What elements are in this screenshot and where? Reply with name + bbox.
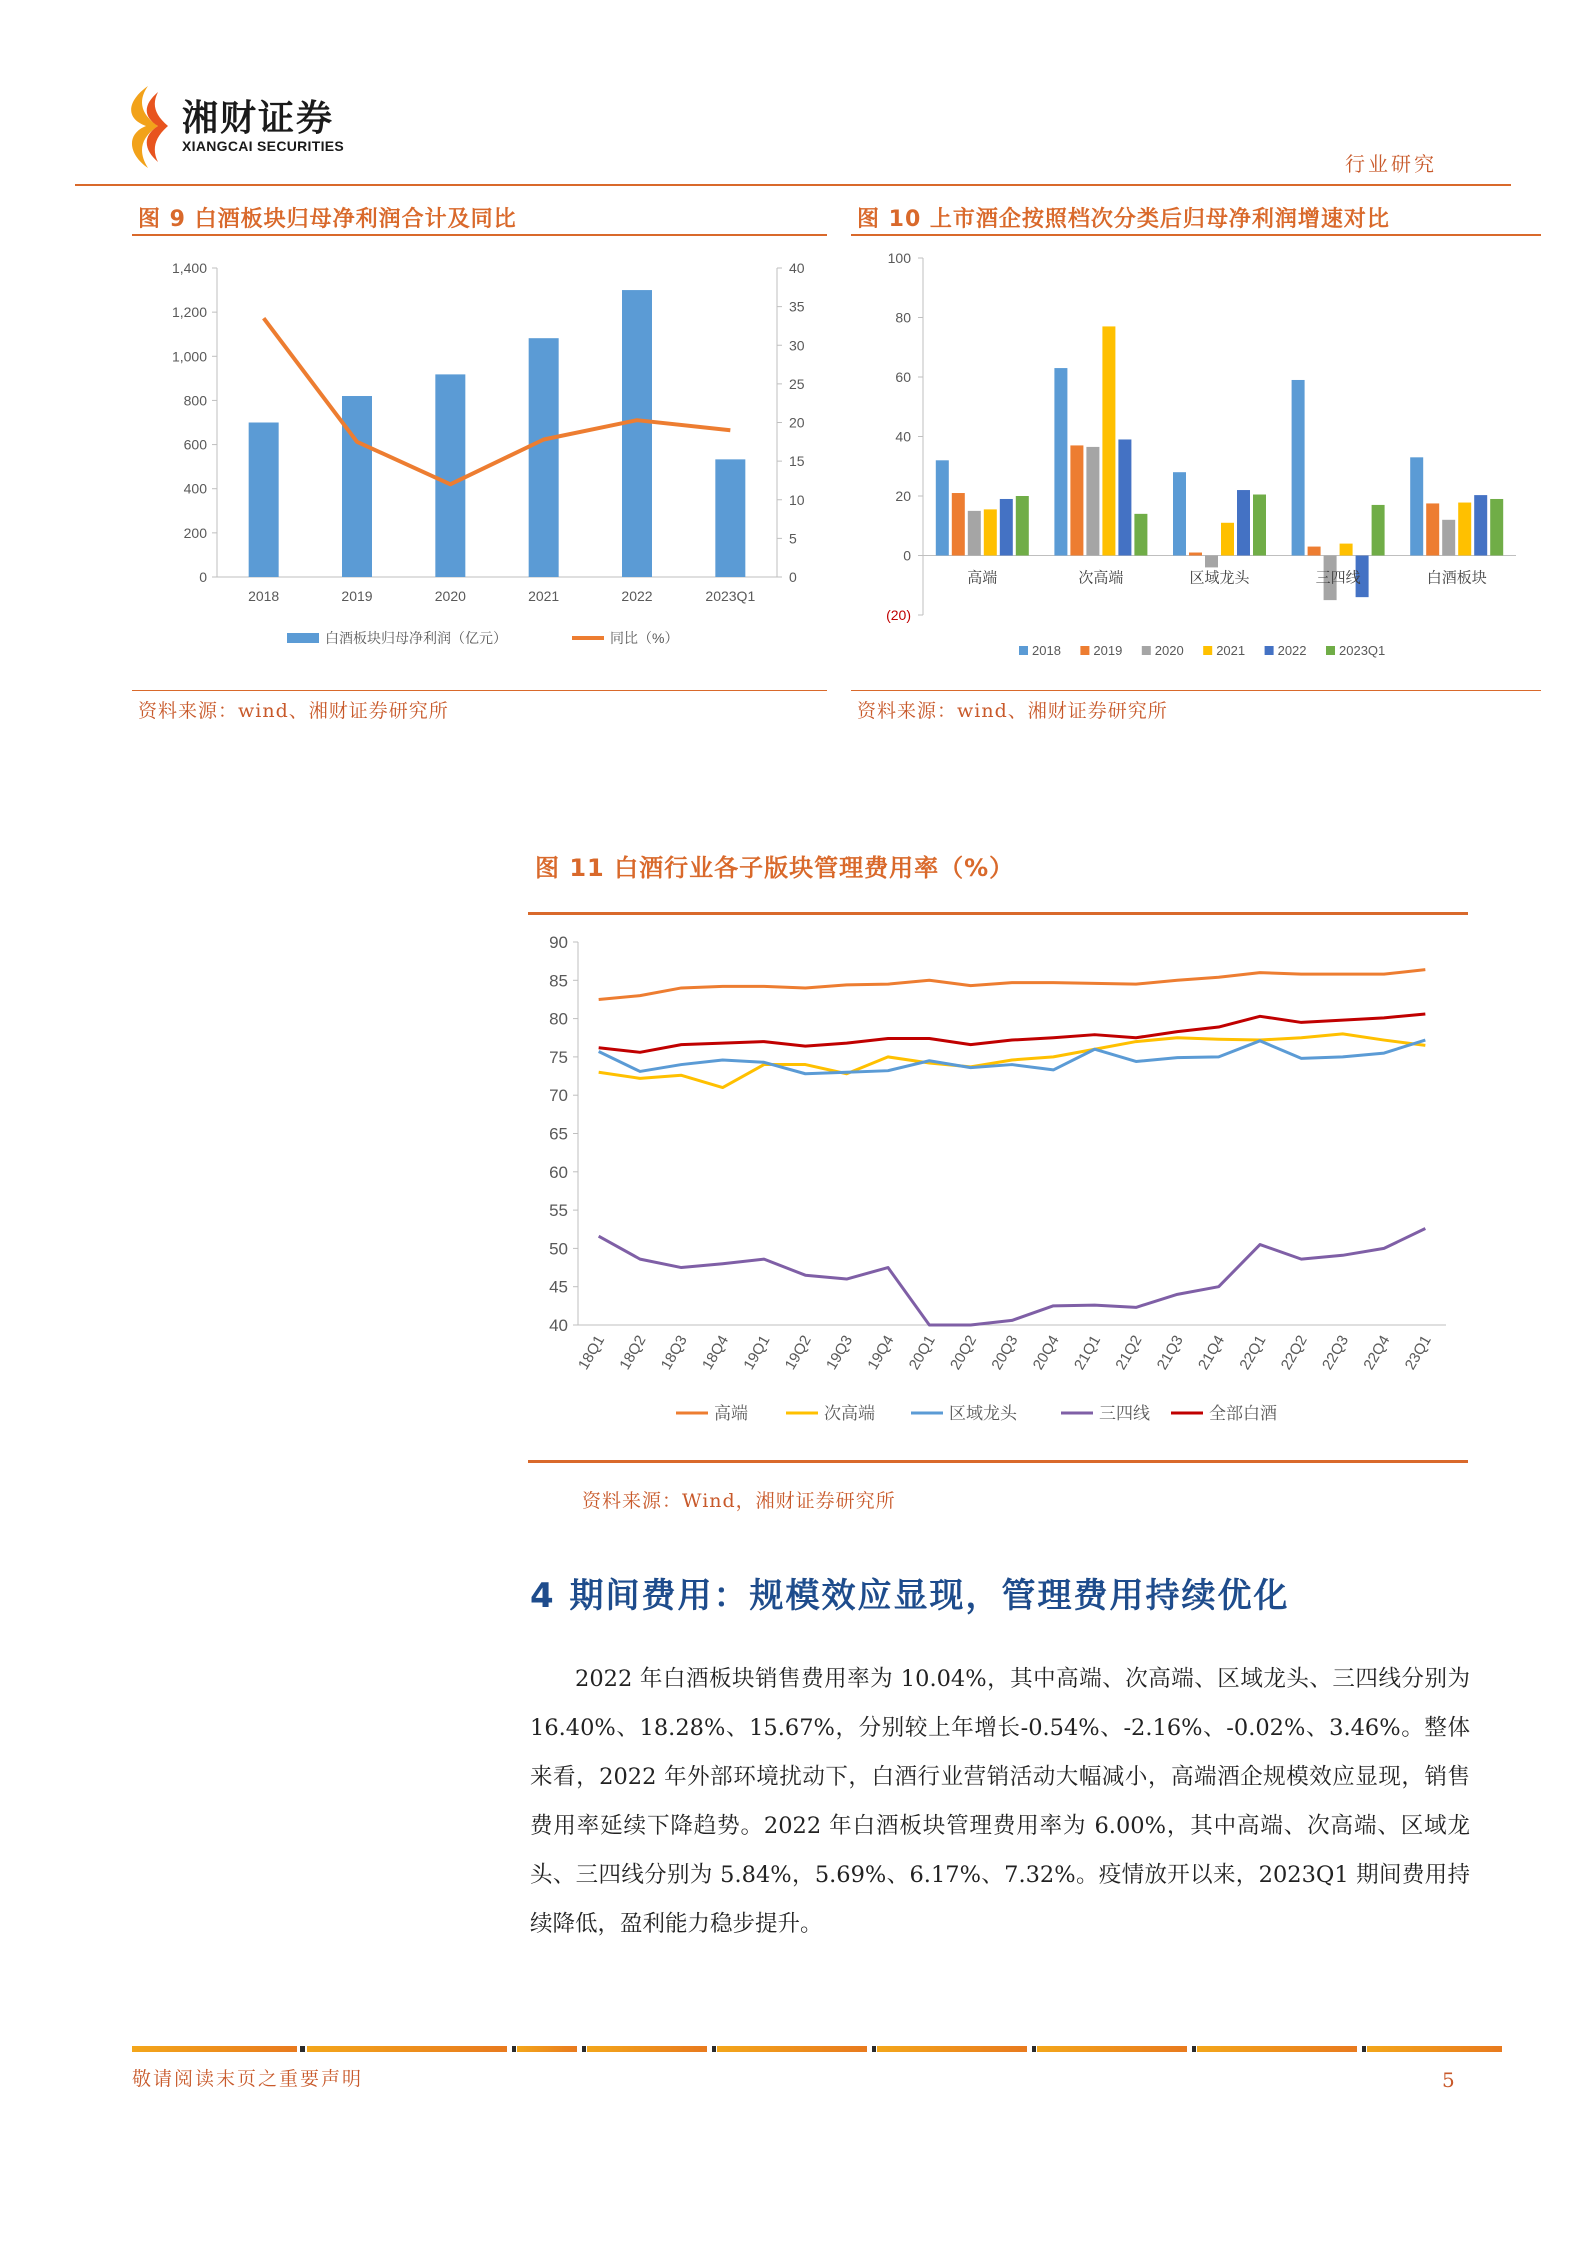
fig9-legend-bar-label: 白酒板块归母净利润（亿元） — [325, 630, 507, 646]
fig10-bar — [1426, 503, 1439, 555]
fig10-legend-label: 2019 — [1093, 643, 1123, 658]
fig10-bar — [1000, 499, 1013, 556]
fig10-legend-swatch — [1326, 646, 1335, 655]
footer-dash-segment — [1367, 2046, 1502, 2052]
fig10-y-tick-label: 0 — [903, 547, 911, 564]
fig9-bar — [529, 338, 559, 577]
fig11-series-line — [599, 970, 1426, 1000]
fig11-y-tick-label: 90 — [549, 933, 568, 952]
fig10-bar — [1458, 503, 1471, 556]
fig10-legend-swatch — [1142, 646, 1151, 655]
fig10-legend-swatch — [1265, 646, 1274, 655]
fig11-category-label: 19Q1 — [740, 1332, 774, 1373]
header-divider — [75, 184, 1511, 186]
footer-dash-mark — [1192, 2046, 1196, 2052]
fig9-left-tick-label: 1,400 — [171, 260, 207, 276]
figure9-bottom-rule — [132, 690, 827, 691]
fig9-left-tick-label: 1,000 — [171, 348, 207, 365]
footer-dash-segment — [877, 2046, 1027, 2052]
logo — [118, 82, 478, 172]
fig9-right-tick-label: 30 — [789, 337, 805, 354]
fig11-category-label: 18Q2 — [616, 1332, 650, 1373]
figure11-title: 图 11 白酒行业各子版块管理费用率（%） — [535, 854, 1015, 882]
fig10-bar — [1372, 505, 1385, 556]
footer-dash-mark — [872, 2046, 876, 2052]
fig9-right-tick-label: 20 — [789, 414, 805, 431]
fig10-category-label: 次高端 — [1078, 569, 1124, 587]
fig11-category-label: 23Q1 — [1401, 1332, 1435, 1373]
footer-dash-segment — [587, 2046, 707, 2052]
footer-dash-segment — [517, 2046, 577, 2052]
fig10-legend-label: 2020 — [1154, 643, 1184, 658]
figure11-svg — [528, 920, 1468, 1450]
fig11-legend-label: 三四线 — [1099, 1404, 1150, 1423]
fig10-bar — [952, 493, 965, 555]
fig11-series-line — [599, 1040, 1426, 1074]
fig10-bar — [1474, 495, 1487, 555]
fig10-bar — [1237, 490, 1250, 555]
fig11-y-tick-label: 70 — [549, 1086, 568, 1106]
fig11-y-tick-label: 45 — [549, 1277, 568, 1297]
fig11-legend-label: 全部白酒 — [1209, 1404, 1277, 1423]
fig10-bar — [1173, 472, 1186, 555]
footer-dash-segment — [307, 2046, 507, 2052]
fig11-legend-label: 区域龙头 — [949, 1404, 1017, 1423]
fig10-y-tick-label: 100 — [887, 250, 911, 266]
fig11-category-label: 21Q2 — [1112, 1332, 1146, 1373]
fig10-bar — [984, 509, 997, 555]
fig9-left-tick-label: 0 — [199, 569, 207, 585]
fig10-legend-label: 2021 — [1216, 643, 1246, 658]
footer-dash-mark — [300, 2046, 305, 2052]
fig11-category-label: 22Q2 — [1277, 1332, 1311, 1373]
paragraph-text: 2022 年白酒板块销售费用率为 10.04%，其中高端、次高端、区域龙头、三四线分别为 16.40%、18.28%、15.67%，分别较上年增长-0.54%、-2.16%、-0.02%、3.46%。整体来看，2022 年外部环境扰动下，白酒行业营销活动大幅减小，高端酒企规模效应显现，销售费用率延续下降趋势。2022 年白酒板块管理费用率为 6.00%，其中高端、次高端、区域龙头、三四线分别为 5.84%，5.69%、6.17%、7.32%。疫情放开以来，2023Q1 期间费用持续降低，盈利能力稳步提升。 — [530, 1666, 1470, 1937]
fig11-category-label: 20Q3 — [988, 1332, 1022, 1373]
fig11-category-label: 18Q1 — [575, 1332, 609, 1373]
fig10-bar — [1102, 326, 1115, 555]
fig9-bar — [622, 290, 652, 577]
fig10-bar — [1118, 439, 1131, 555]
fig10-bar — [968, 511, 981, 556]
fig10-y-tick-label: 60 — [895, 369, 911, 385]
fig10-bar — [1410, 457, 1423, 555]
fig9-growth-line — [264, 318, 731, 484]
fig9-left-tick-label: 800 — [183, 392, 207, 409]
figure9-title: 图 9 白酒板块归母净利润合计及同比 — [138, 207, 517, 232]
footer-dash-mark — [712, 2046, 716, 2052]
fig10-y-tick-label: 20 — [895, 488, 911, 504]
footer-dash-segment — [132, 2046, 297, 2052]
fig10-bar — [1292, 380, 1305, 556]
figure10-source: 资料来源：wind、湘财证券研究所 — [857, 700, 1168, 722]
fig11-category-label: 22Q4 — [1360, 1332, 1394, 1373]
fig10-category-label: 区域龙头 — [1189, 569, 1250, 587]
fig9-right-tick-label: 35 — [789, 298, 805, 315]
fig9-left-tick-label: 400 — [183, 480, 207, 497]
figure9-chart — [132, 240, 827, 685]
fig10-bar — [936, 460, 949, 555]
figure11-title-rule — [528, 912, 1468, 915]
fig11-category-label: 21Q3 — [1153, 1332, 1187, 1373]
fig10-category-label: 三四线 — [1315, 569, 1361, 587]
fig10-bar — [1442, 520, 1455, 556]
fig11-category-label: 21Q4 — [1195, 1332, 1229, 1373]
fig11-category-label: 18Q4 — [699, 1332, 733, 1373]
fig9-left-tick-label: 1,200 — [171, 304, 207, 321]
fig9-left-tick-label: 600 — [183, 436, 207, 453]
fig9-bar — [342, 396, 372, 577]
fig10-y-tick-label: (20) — [886, 607, 911, 623]
fig11-category-label: 22Q3 — [1319, 1332, 1353, 1373]
figure10-title: 图 10 上市酒企按照档次分类后归母净利润增速对比 — [857, 207, 1390, 232]
fig10-bar — [1054, 368, 1067, 555]
fig10-legend-swatch — [1019, 646, 1028, 655]
fig9-bar — [715, 459, 745, 577]
fig11-legend-label: 高端 — [714, 1404, 748, 1423]
figure10-bottom-rule — [851, 690, 1541, 691]
fig9-category-label: 2020 — [434, 588, 466, 604]
fig11-y-tick-label: 80 — [549, 1009, 568, 1029]
fig10-bar — [1221, 523, 1234, 556]
figure10-chart — [851, 240, 1541, 685]
fig11-category-label: 19Q4 — [864, 1332, 898, 1373]
fig9-right-tick-label: 10 — [789, 491, 805, 508]
fig11-category-label: 22Q1 — [1236, 1332, 1270, 1373]
fig10-bar — [1340, 544, 1353, 556]
footer-dash-segment — [1037, 2046, 1187, 2052]
footer-dash-mark — [512, 2046, 516, 2052]
logo-text-cn: 湘财证券 — [182, 98, 335, 139]
figure10-title-rule — [851, 234, 1541, 236]
fig10-bar — [1016, 496, 1029, 556]
footer-dashed-rule — [132, 2046, 1502, 2054]
figure11-bottom-rule — [528, 1460, 1468, 1463]
fig9-legend-bar-swatch — [287, 633, 319, 643]
fig11-category-label: 20Q1 — [905, 1332, 939, 1373]
fig9-legend-line-label: 同比（%） — [610, 630, 679, 646]
fig9-right-tick-label: 0 — [789, 569, 797, 585]
fig9-right-tick-label: 25 — [789, 375, 805, 392]
footer-dash-mark — [1362, 2046, 1366, 2052]
fig10-bar — [1308, 547, 1321, 556]
fig9-bar — [435, 374, 465, 577]
fig11-y-tick-label: 60 — [549, 1162, 568, 1182]
figure10-svg — [851, 240, 1541, 685]
fig11-y-tick-label: 65 — [549, 1124, 568, 1144]
fig11-y-tick-label: 75 — [549, 1047, 568, 1067]
footer-dash-mark — [582, 2046, 586, 2052]
fig9-category-label: 2022 — [621, 588, 653, 604]
fig11-y-tick-label: 40 — [549, 1316, 568, 1335]
logo-mark-icon — [118, 82, 174, 170]
footer-dash-mark — [1032, 2046, 1036, 2052]
figure11-source: 资料来源：Wind，湘财证券研究所 — [582, 1490, 896, 1512]
fig10-legend-swatch — [1203, 646, 1212, 655]
fig10-bar — [1205, 556, 1218, 568]
fig10-bar — [1134, 514, 1147, 556]
footer-disclaimer: 敬请阅读末页之重要声明 — [132, 2068, 364, 2090]
fig11-category-label: 18Q3 — [657, 1332, 691, 1373]
fig11-y-tick-label: 85 — [549, 971, 568, 991]
fig10-bar — [1086, 447, 1099, 556]
fig9-category-label: 2019 — [341, 588, 373, 604]
footer-dash-segment — [717, 2046, 867, 2052]
fig10-legend-swatch — [1080, 646, 1089, 655]
fig9-bar — [249, 423, 279, 578]
figure9-svg — [132, 240, 827, 685]
department-label: 行业研究 — [1345, 152, 1437, 176]
fig10-y-tick-label: 80 — [895, 309, 911, 326]
fig11-y-tick-label: 50 — [549, 1239, 568, 1259]
fig9-right-tick-label: 40 — [789, 260, 805, 276]
fig10-bar — [1490, 499, 1503, 556]
fig10-category-label: 白酒板块 — [1426, 569, 1487, 587]
page-number: 5 — [1442, 2068, 1455, 2092]
fig11-y-tick-label: 55 — [549, 1201, 568, 1221]
fig11-category-label: 19Q2 — [781, 1332, 815, 1373]
fig9-left-tick-label: 200 — [183, 524, 207, 541]
fig11-series-line — [599, 1228, 1426, 1325]
fig9-category-label: 2023Q1 — [705, 588, 756, 604]
section-heading: 4 期间费用：规模效应显现，管理费用持续优化 — [530, 1576, 1290, 1616]
footer-dash-segment — [1197, 2046, 1357, 2052]
fig10-bar — [1189, 553, 1202, 556]
fig11-category-label: 20Q4 — [1029, 1332, 1063, 1373]
fig10-bar — [1070, 445, 1083, 555]
logo-text-en: XIANGCAI SECURITIES — [182, 138, 345, 154]
fig10-legend-label: 2018 — [1032, 643, 1061, 658]
figure9-title-rule — [132, 234, 827, 236]
fig10-category-label: 高端 — [967, 569, 998, 587]
fig9-right-tick-label: 15 — [789, 453, 805, 470]
fig11-series-line — [599, 1014, 1426, 1052]
fig11-category-label: 20Q2 — [947, 1332, 981, 1373]
figure11-chart — [528, 920, 1468, 1450]
fig11-category-label: 21Q1 — [1071, 1332, 1105, 1373]
fig11-category-label: 19Q3 — [823, 1332, 857, 1373]
fig11-legend-label: 次高端 — [824, 1404, 875, 1423]
fig9-category-label: 2018 — [248, 588, 280, 604]
fig9-category-label: 2021 — [528, 588, 560, 604]
body-paragraph — [530, 1655, 1470, 1949]
figure9-source: 资料来源：wind、湘财证券研究所 — [138, 700, 449, 722]
fig10-legend-label: 2022 — [1277, 643, 1307, 658]
fig10-legend-label: 2023Q1 — [1339, 643, 1386, 658]
fig10-y-tick-label: 40 — [895, 428, 911, 445]
fig10-bar — [1253, 495, 1266, 556]
fig9-right-tick-label: 5 — [789, 530, 797, 547]
